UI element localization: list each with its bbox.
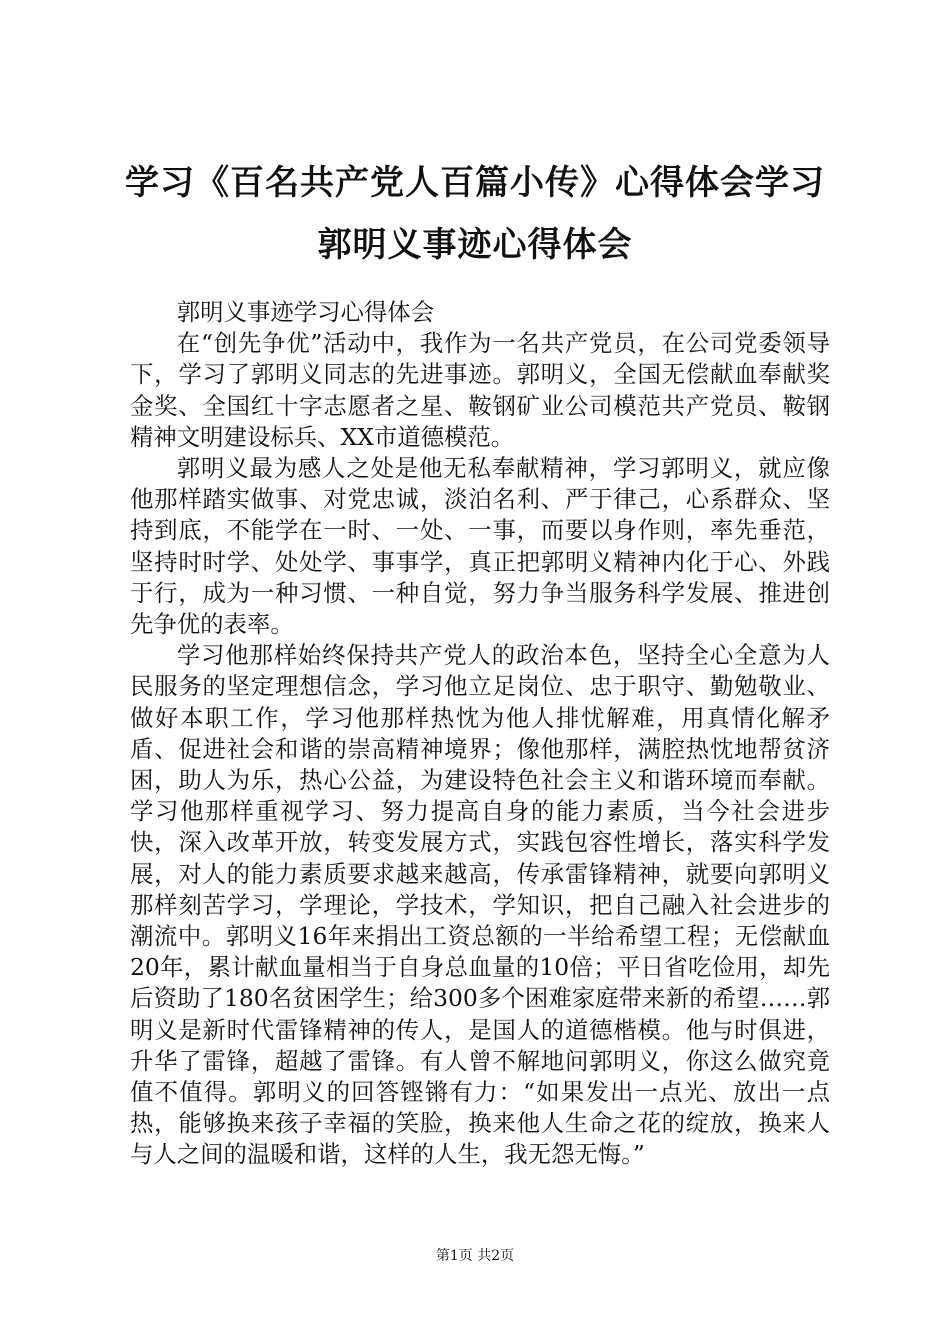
paragraph-2: 郭明义最为感人之处是他无私奉献精神，学习郭明义，就应像他那样踏实做事、对党忠诚，淡泊名利、严于律己，心系群众、坚持到底，不能学在一时、一处、一事，而要以身作则，率先垂范，坚持时时学、处处学、事事学，真正把郭明义精神内化于心、外践于行，成为一种习惯、一种自觉，努力争当服务科学发展、推进创先争优的表率。 — [130, 454, 830, 639]
document-title-line-2: 郭明义事迹心得体会 — [317, 225, 633, 265]
document-title-line-1: 学习《百名共产党人百篇小传》心得体会学习 — [125, 163, 825, 203]
paragraph-subtitle: 郭明义事迹学习心得体会 — [176, 298, 435, 326]
paragraph-3: 学习他那样始终保持共产党人的政治本色，坚持全心全意为人民服务的坚定理想信念，学习他立足岗位、忠于职守、勤勉敬业、做好本职工作，学习他那样热忱为他人排忧解难，用真情化解矛盾、促进社会和谐的崇高精神境界；像他那样，满腔热忱地帮贫济困，助人为乐，热心公益，为建设特色社会主义和谐环境而奉献。学习他那样重视学习、努力提高自身的能力素质，当今社会进步快，深入改革开放，转变发展方式，实践包容性增长，落实科学发展，对人的能力素质要求越来越高，传承雷锋精神，就要向郭明义那样刻苦学习，学理论，学技术，学知识，把自己融入社会进步的潮流中。郭明义16年来捐出工资总额的一半给希望工程；无偿献血20年，累计献血量相当于自身总血量的10倍；平日省吃俭用，却先后资助了180名贫困学生；给300多个困难家庭带来新的希望……郭明义是新时代雷锋精神的传人，是国人的道德楷模。他与时俱进，升华了雷锋，超越了雷锋。有人曾不解地问郭明义，你这么做究竟值不值得。郭明义的回答铿锵有力：“如果发出一点光、放出一点热，能够换来孩子幸福的笑脸，换来他人生命之花的绽放，换来人与人之间的温暖和谐，这样的人生，我无怨无悔。” — [130, 641, 830, 1169]
paragraph-1: 在“创先争优”活动中，我作为一名共产党员，在公司党委领导下，学习了郭明义同志的先进事迹。郭明义，全国无偿献血奉献奖金奖、全国红十字志愿者之星、鞍钢矿业公司模范共产党员、鞍钢精神文明建设标兵、XX市道德模范。 — [130, 329, 830, 451]
page-footer: 第1页 共2页 — [435, 1248, 515, 1264]
document-body — [130, 297, 830, 1171]
